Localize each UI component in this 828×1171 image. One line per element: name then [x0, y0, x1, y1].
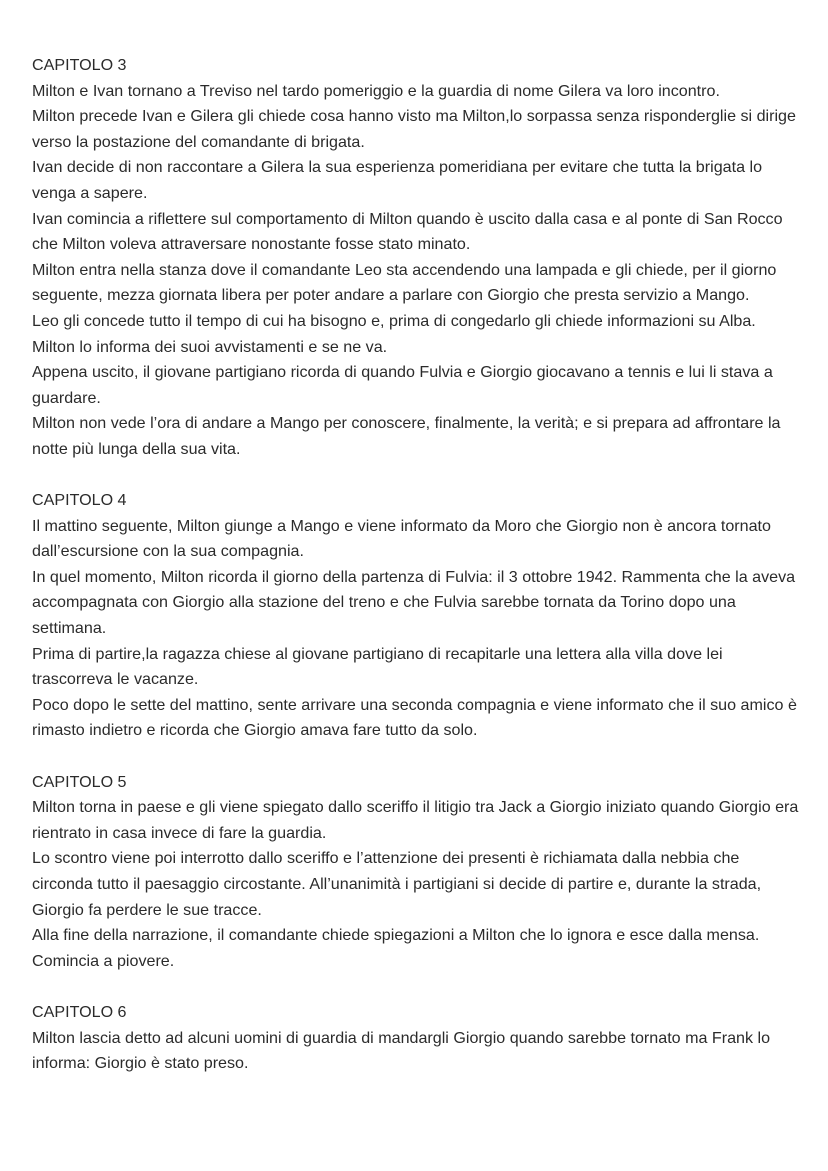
paragraph: Milton torna in paese e gli viene spiegato dallo sceriffo il litigio tra Jack a Giorgio iniziato quando Giorgio era rientrato in casa invece di fare la guardia.	[32, 798, 799, 842]
paragraph: Milton precede Ivan e Gilera gli chiede cosa hanno visto ma Milton,lo sorpassa senza risponderglie si dirige verso la postazione del comandante di brigata.	[32, 107, 796, 151]
chapter-3	[32, 53, 802, 463]
chapter-title: CAPITOLO 4	[32, 491, 127, 510]
paragraph: Milton non vede l’ora di andare a Mango per conoscere, finalmente, la verità; e si prepara ad affrontare la notte più lunga della sua vita.	[32, 414, 781, 458]
paragraph: In quel momento, Milton ricorda il giorno della partenza di Fulvia: il 3 ottobre 1942. Rammenta che la aveva accompagnata con Giorgio alla stazione del treno e che Fulvia sarebbe tornata da Torino dopo una settimana.	[32, 567, 796, 638]
chapter-5	[32, 770, 802, 975]
chapter-4	[32, 488, 802, 744]
paragraph: Ivan decide di non raccontare a Gilera la sua esperienza pomeridiana per evitare che tutta la brigata lo venga a sapere.	[32, 158, 763, 202]
paragraph: Prima di partire,la ragazza chiese al giovane partigiano di recapitarle una lettera alla villa dove lei trascorreva le vacanze.	[32, 644, 723, 689]
chapter-title: CAPITOLO 6	[32, 1002, 127, 1021]
chapter-6	[32, 1000, 802, 1077]
paragraph: Alla fine della narrazione, il comandante chiede spiegazioni a Milton che lo ignora e esce dalla mensa. Comincia a piovere.	[32, 926, 760, 970]
document-body	[32, 53, 802, 1077]
chapter-title: CAPITOLO 3	[32, 56, 127, 74]
paragraph: Leo gli concede tutto il tempo di cui ha bisogno e, prima di congedarlo gli chiede informazioni su Alba. Milton lo informa dei suoi avvistamenti e se ne va.	[32, 311, 756, 356]
paragraph: Ivan comincia a riflettere sul comportamento di Milton quando è uscito dalla casa e al ponte di San Rocco che Milton voleva attraversare nonostante fosse stato minato.	[32, 209, 783, 254]
paragraph: Milton e Ivan tornano a Treviso nel tardo pomeriggio e la guardia di nome Gilera va loro incontro.	[32, 81, 720, 100]
paragraph: Milton lascia detto ad alcuni uomini di guardia di mandargli Giorgio quando sarebbe tornato ma Frank lo informa: Giorgio è stato preso.	[32, 1028, 771, 1073]
paragraph: Il mattino seguente, Milton giunge a Mango e viene informato da Moro che Giorgio non è ancora tornato dall’escursione con la sua compagnia.	[32, 516, 771, 561]
paragraph: Poco dopo le sette del mattino, sente arrivare una seconda compagnia e viene informato che il suo amico è rimasto indietro e ricorda che Giorgio amava fare tutto da solo.	[32, 695, 797, 740]
paragraph: Milton entra nella stanza dove il comandante Leo sta accendendo una lampada e gli chiede, per il giorno seguente, mezza giornata libera per poter andare a parlare con Giorgio che presta servizio a Mango.	[32, 260, 777, 305]
chapter-title: CAPITOLO 5	[32, 772, 127, 791]
paragraph: Appena uscito, il giovane partigiano ricorda di quando Fulvia e Giorgio giocavano a tennis e lui li stava a guardare.	[32, 363, 773, 407]
paragraph: Lo scontro viene poi interrotto dallo sceriffo e l’attenzione dei presenti è richiamata dalla nebbia che circonda tutto il paesaggio circostante. All’unanimità i partigiani si decide di partire e, durante la strada, Giorgio fa perdere le sue tracce.	[32, 849, 762, 919]
